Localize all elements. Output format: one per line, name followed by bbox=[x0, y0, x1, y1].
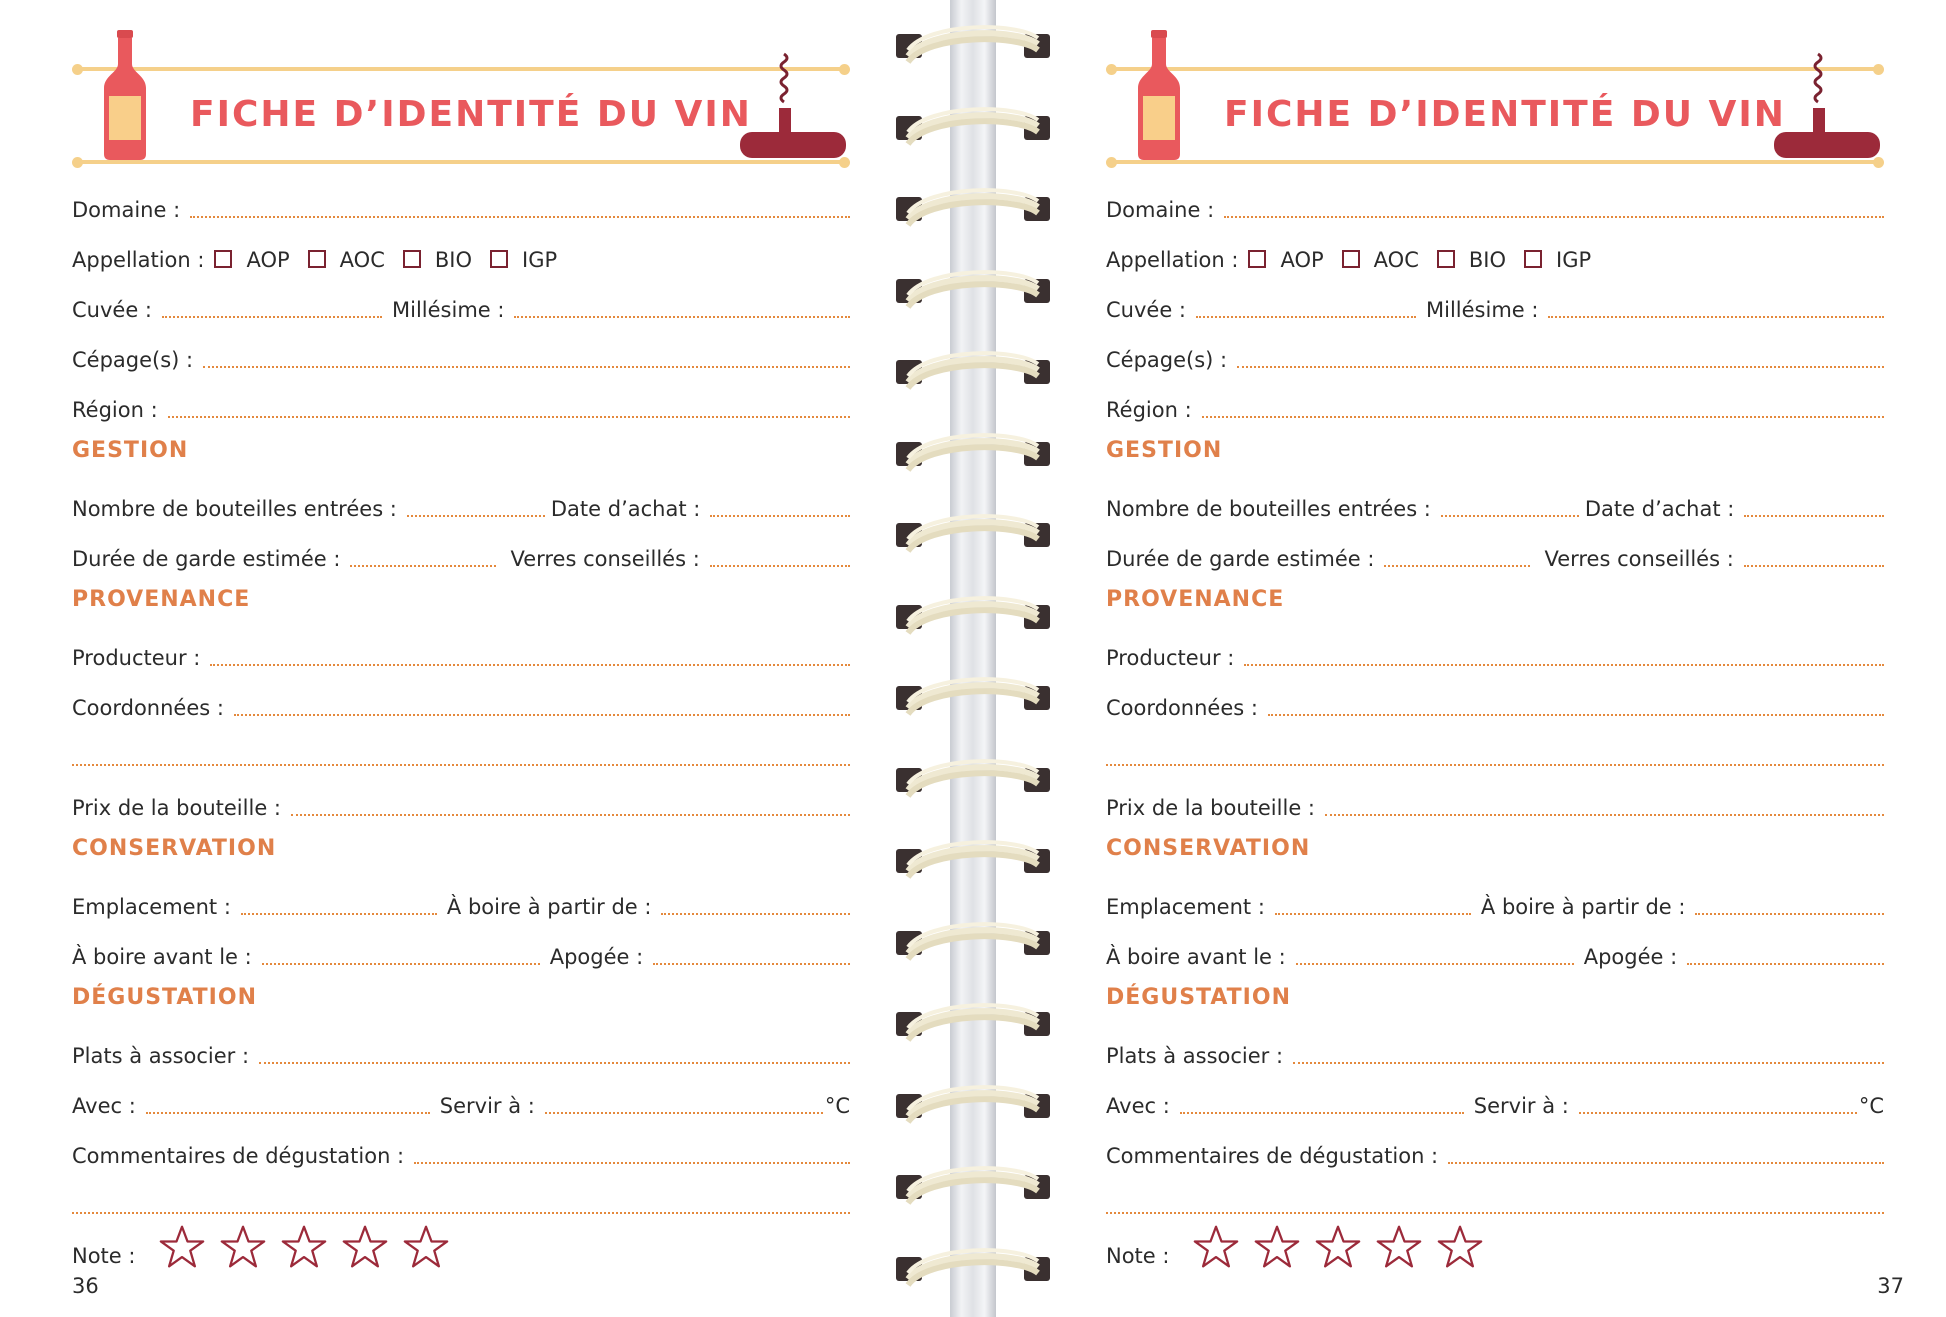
field-label: Durée de garde estimée : bbox=[1106, 547, 1375, 571]
header-rule-top bbox=[1112, 67, 1878, 71]
star-icon[interactable] bbox=[281, 1224, 327, 1270]
field-label: Coordonnées : bbox=[1106, 696, 1258, 720]
checkbox-icon[interactable] bbox=[403, 250, 421, 268]
binding-ring bbox=[888, 1082, 1058, 1130]
section-heading-gestion: GESTION bbox=[1106, 438, 1223, 463]
celsius-unit: °C bbox=[824, 1094, 850, 1118]
field-label: Emplacement : bbox=[1106, 895, 1265, 919]
checkbox-aoc[interactable] bbox=[308, 246, 385, 274]
field-label: Millésime : bbox=[392, 298, 505, 322]
field-label: Producteur : bbox=[72, 646, 201, 670]
field-label: Domaine : bbox=[72, 198, 181, 222]
fill-line[interactable] bbox=[291, 813, 850, 816]
checkbox-label: AOC bbox=[1373, 248, 1419, 272]
fill-line[interactable] bbox=[1196, 315, 1416, 318]
field-label: Cuvée : bbox=[72, 298, 152, 322]
section-heading-degustation: DÉGUSTATION bbox=[1106, 985, 1291, 1010]
page-left bbox=[0, 0, 900, 1317]
checkbox-icon[interactable] bbox=[1437, 250, 1455, 268]
fill-line[interactable] bbox=[190, 215, 850, 218]
bouteilles-date-field bbox=[1106, 483, 1884, 523]
field-label: Cépage(s) : bbox=[72, 348, 194, 372]
celsius-unit: °C bbox=[1858, 1094, 1884, 1118]
binding-ring bbox=[888, 919, 1058, 967]
binding-ring bbox=[888, 1000, 1058, 1048]
star-icon[interactable] bbox=[159, 1224, 205, 1270]
fill-line[interactable] bbox=[414, 1161, 850, 1164]
coordonnees-continuation bbox=[72, 732, 850, 772]
binding-ring bbox=[888, 511, 1058, 559]
section-heading-gestion: GESTION bbox=[72, 438, 189, 463]
checkbox-icon[interactable] bbox=[1248, 250, 1266, 268]
fill-line[interactable] bbox=[210, 663, 850, 666]
fill-line[interactable] bbox=[710, 564, 850, 567]
fill-line[interactable] bbox=[1695, 912, 1884, 915]
field-label: Verres conseillés : bbox=[1544, 547, 1734, 571]
field-label: Commentaires de dégustation : bbox=[1106, 1144, 1439, 1168]
field-label: Nombre de bouteilles entrées : bbox=[72, 497, 397, 521]
binding-ring bbox=[888, 22, 1058, 70]
star-icon[interactable] bbox=[1254, 1224, 1300, 1270]
fill-line[interactable] bbox=[72, 1211, 850, 1214]
fill-line[interactable] bbox=[1744, 514, 1884, 517]
binding-ring bbox=[888, 674, 1058, 722]
field-label: Commentaires de dégustation : bbox=[72, 1144, 405, 1168]
avec-servir-field bbox=[1106, 1080, 1884, 1120]
fill-line[interactable] bbox=[1237, 365, 1884, 368]
fill-line[interactable] bbox=[1548, 315, 1884, 318]
cuvee-millesime-field bbox=[1106, 284, 1884, 324]
field-label: Appellation : bbox=[72, 248, 205, 272]
checkbox-icon[interactable] bbox=[1524, 250, 1542, 268]
coordonnees-continuation bbox=[1106, 732, 1884, 772]
field-label: Date d’achat : bbox=[1584, 497, 1735, 521]
page-right bbox=[1046, 0, 1946, 1317]
fill-line[interactable] bbox=[146, 1111, 430, 1114]
field-label: Région : bbox=[72, 398, 158, 422]
field-label: Millésime : bbox=[1426, 298, 1539, 322]
field-label: Coordonnées : bbox=[72, 696, 224, 720]
fill-line[interactable] bbox=[1325, 813, 1884, 816]
field-label: Plats à associer : bbox=[1106, 1044, 1284, 1068]
coordonnees-field bbox=[1106, 682, 1884, 722]
region-field bbox=[72, 384, 850, 424]
fill-line[interactable] bbox=[1268, 713, 1884, 716]
field-label: Date d’achat : bbox=[550, 497, 701, 521]
fill-line[interactable] bbox=[241, 912, 437, 915]
field-label: Durée de garde estimée : bbox=[72, 547, 341, 571]
fill-line[interactable] bbox=[1579, 1111, 1857, 1114]
header-dot bbox=[72, 64, 83, 75]
plats-field bbox=[72, 1030, 850, 1070]
page-number: 37 bbox=[1877, 1274, 1904, 1298]
field-label: Région : bbox=[1106, 398, 1192, 422]
wine-bottle-icon bbox=[102, 30, 148, 160]
checkbox-icon[interactable] bbox=[214, 250, 232, 268]
fill-line[interactable] bbox=[1180, 1111, 1464, 1114]
binding-ring bbox=[888, 430, 1058, 478]
coordonnees-field bbox=[72, 682, 850, 722]
section-heading-provenance: PROVENANCE bbox=[72, 587, 251, 612]
checkbox-igp[interactable] bbox=[1524, 246, 1591, 274]
fill-line[interactable] bbox=[162, 315, 382, 318]
binding-ring bbox=[888, 104, 1058, 152]
fill-line[interactable] bbox=[407, 514, 545, 517]
binding-ring bbox=[888, 267, 1058, 315]
header-dot bbox=[1106, 64, 1117, 75]
header-dot bbox=[1106, 157, 1117, 168]
field-label: Domaine : bbox=[1106, 198, 1215, 222]
fill-line[interactable] bbox=[1106, 763, 1884, 766]
boire-avant-apogee-field bbox=[1106, 931, 1884, 971]
checkbox-aop[interactable] bbox=[1248, 246, 1323, 274]
section-heading-provenance: PROVENANCE bbox=[1106, 587, 1285, 612]
domaine-field bbox=[1106, 184, 1884, 224]
fill-line[interactable] bbox=[1275, 912, 1471, 915]
emplacement-boire-field bbox=[72, 881, 850, 921]
fill-line[interactable] bbox=[661, 912, 850, 915]
fill-line[interactable] bbox=[168, 415, 850, 418]
avec-servir-field bbox=[72, 1080, 850, 1120]
checkbox-igp[interactable] bbox=[490, 246, 557, 274]
field-label: Note : bbox=[1106, 1244, 1170, 1268]
cepages-field bbox=[72, 334, 850, 374]
field-label: Avec : bbox=[1106, 1094, 1170, 1118]
field-label: À boire avant le : bbox=[1106, 945, 1286, 969]
page-title: FICHE D’IDENTITÉ DU VIN bbox=[190, 94, 752, 135]
section-heading-degustation: DÉGUSTATION bbox=[72, 985, 257, 1010]
fill-line[interactable] bbox=[350, 564, 496, 567]
fill-line[interactable] bbox=[1224, 215, 1884, 218]
producteur-field bbox=[72, 632, 850, 672]
star-icon[interactable] bbox=[403, 1224, 449, 1270]
star-icon[interactable] bbox=[220, 1224, 266, 1270]
note-field bbox=[1106, 1224, 1884, 1270]
corkscrew-icon bbox=[738, 52, 848, 162]
star-icon[interactable] bbox=[1437, 1224, 1483, 1270]
fill-line[interactable] bbox=[72, 763, 850, 766]
fill-line[interactable] bbox=[262, 962, 540, 965]
checkbox-icon[interactable] bbox=[1342, 250, 1360, 268]
bouteilles-date-field bbox=[72, 483, 850, 523]
checkbox-label: AOP bbox=[1280, 248, 1324, 272]
rating-stars bbox=[1193, 1224, 1498, 1270]
page-left-content bbox=[72, 0, 850, 1317]
checkbox-aoc[interactable] bbox=[1342, 246, 1419, 274]
page-number: 36 bbox=[72, 1274, 99, 1298]
checkbox-label: AOC bbox=[339, 248, 385, 272]
prix-field bbox=[1106, 782, 1884, 822]
section-heading-conservation: CONSERVATION bbox=[72, 836, 277, 861]
page-title: FICHE D’IDENTITÉ DU VIN bbox=[1224, 94, 1786, 135]
field-label: Cuvée : bbox=[1106, 298, 1186, 322]
commentaires-continuation bbox=[1106, 1180, 1884, 1220]
field-label: Prix de la bouteille : bbox=[1106, 796, 1315, 820]
star-icon[interactable] bbox=[342, 1224, 388, 1270]
fill-line[interactable] bbox=[1448, 1161, 1884, 1164]
fill-line[interactable] bbox=[653, 962, 850, 965]
field-label: Apogée : bbox=[1583, 945, 1678, 969]
spiral-binding bbox=[888, 0, 1058, 1317]
binding-ring bbox=[888, 185, 1058, 233]
appellation-options bbox=[1248, 246, 1609, 274]
header-rule-bottom bbox=[78, 160, 844, 164]
star-icon[interactable] bbox=[1315, 1224, 1361, 1270]
fill-line[interactable] bbox=[1296, 962, 1574, 965]
binding-ring bbox=[888, 1163, 1058, 1211]
prix-field bbox=[72, 782, 850, 822]
emplacement-boire-field bbox=[1106, 881, 1884, 921]
fill-line[interactable] bbox=[1384, 564, 1530, 567]
fill-line[interactable] bbox=[1744, 564, 1884, 567]
binding-ring bbox=[888, 837, 1058, 885]
field-label: Prix de la bouteille : bbox=[72, 796, 281, 820]
checkbox-label: AOP bbox=[246, 248, 290, 272]
field-label: Note : bbox=[72, 1244, 136, 1268]
binding-ring bbox=[888, 593, 1058, 641]
star-icon[interactable] bbox=[1376, 1224, 1422, 1270]
fill-line[interactable] bbox=[1687, 962, 1884, 965]
commentaires-field bbox=[1106, 1130, 1884, 1170]
page-header bbox=[1106, 30, 1884, 170]
checkbox-bio[interactable] bbox=[403, 246, 472, 274]
domaine-field[interactable] bbox=[72, 184, 850, 224]
field-label: Nombre de bouteilles entrées : bbox=[1106, 497, 1431, 521]
checkbox-bio[interactable] bbox=[1437, 246, 1506, 274]
wine-bottle-icon bbox=[1136, 30, 1182, 160]
binding-ring bbox=[888, 348, 1058, 396]
garde-verres-field bbox=[72, 533, 850, 573]
section-heading-conservation: CONSERVATION bbox=[1106, 836, 1311, 861]
garde-verres-field bbox=[1106, 533, 1884, 573]
appellation-field bbox=[1106, 234, 1884, 274]
commentaires-field bbox=[72, 1130, 850, 1170]
note-field bbox=[72, 1224, 850, 1270]
fill-line[interactable] bbox=[710, 514, 850, 517]
fill-line[interactable] bbox=[259, 1061, 850, 1064]
producteur-field bbox=[1106, 632, 1884, 672]
cepages-field bbox=[1106, 334, 1884, 374]
fill-line[interactable] bbox=[1293, 1061, 1884, 1064]
field-label: Plats à associer : bbox=[72, 1044, 250, 1068]
field-label: À boire à partir de : bbox=[1480, 895, 1686, 919]
header-rule-bottom bbox=[1112, 160, 1878, 164]
fill-line[interactable] bbox=[1106, 1211, 1884, 1214]
fill-line[interactable] bbox=[234, 713, 850, 716]
checkbox-aop[interactable] bbox=[214, 246, 289, 274]
boire-avant-apogee-field bbox=[72, 931, 850, 971]
field-label: Servir à : bbox=[1473, 1094, 1569, 1118]
field-label: Producteur : bbox=[1106, 646, 1235, 670]
fill-line[interactable] bbox=[1244, 663, 1884, 666]
field-label: Appellation : bbox=[1106, 248, 1239, 272]
commentaires-continuation bbox=[72, 1180, 850, 1220]
cuvee-millesime-field bbox=[72, 284, 850, 324]
binding-ring bbox=[888, 756, 1058, 804]
checkbox-label: BIO bbox=[1468, 248, 1507, 272]
page-header bbox=[72, 30, 850, 170]
checkbox-icon[interactable] bbox=[308, 250, 326, 268]
field-label: Cépage(s) : bbox=[1106, 348, 1228, 372]
field-label: Apogée : bbox=[549, 945, 644, 969]
checkbox-label: BIO bbox=[434, 248, 473, 272]
header-dot bbox=[72, 157, 83, 168]
field-label: Verres conseillés : bbox=[510, 547, 700, 571]
fill-line[interactable] bbox=[1441, 514, 1579, 517]
checkbox-icon[interactable] bbox=[490, 250, 508, 268]
field-label: Servir à : bbox=[439, 1094, 535, 1118]
star-icon[interactable] bbox=[1193, 1224, 1239, 1270]
region-field bbox=[1106, 384, 1884, 424]
appellation-field bbox=[72, 234, 850, 274]
checkbox-label: IGP bbox=[522, 248, 558, 272]
fill-line[interactable] bbox=[545, 1111, 823, 1114]
page-right-content bbox=[1106, 0, 1904, 1317]
appellation-options bbox=[214, 246, 575, 274]
checkbox-label: IGP bbox=[1556, 248, 1592, 272]
binding-ring bbox=[888, 1245, 1058, 1293]
field-label: À boire à partir de : bbox=[446, 895, 652, 919]
rating-stars bbox=[159, 1224, 464, 1270]
header-rule-top bbox=[78, 67, 844, 71]
corkscrew-icon bbox=[1772, 52, 1882, 162]
fill-line[interactable] bbox=[203, 365, 850, 368]
fill-line[interactable] bbox=[1202, 415, 1884, 418]
field-label: Emplacement : bbox=[72, 895, 231, 919]
field-label: Avec : bbox=[72, 1094, 136, 1118]
fill-line[interactable] bbox=[514, 315, 850, 318]
plats-field bbox=[1106, 1030, 1884, 1070]
field-label: À boire avant le : bbox=[72, 945, 252, 969]
